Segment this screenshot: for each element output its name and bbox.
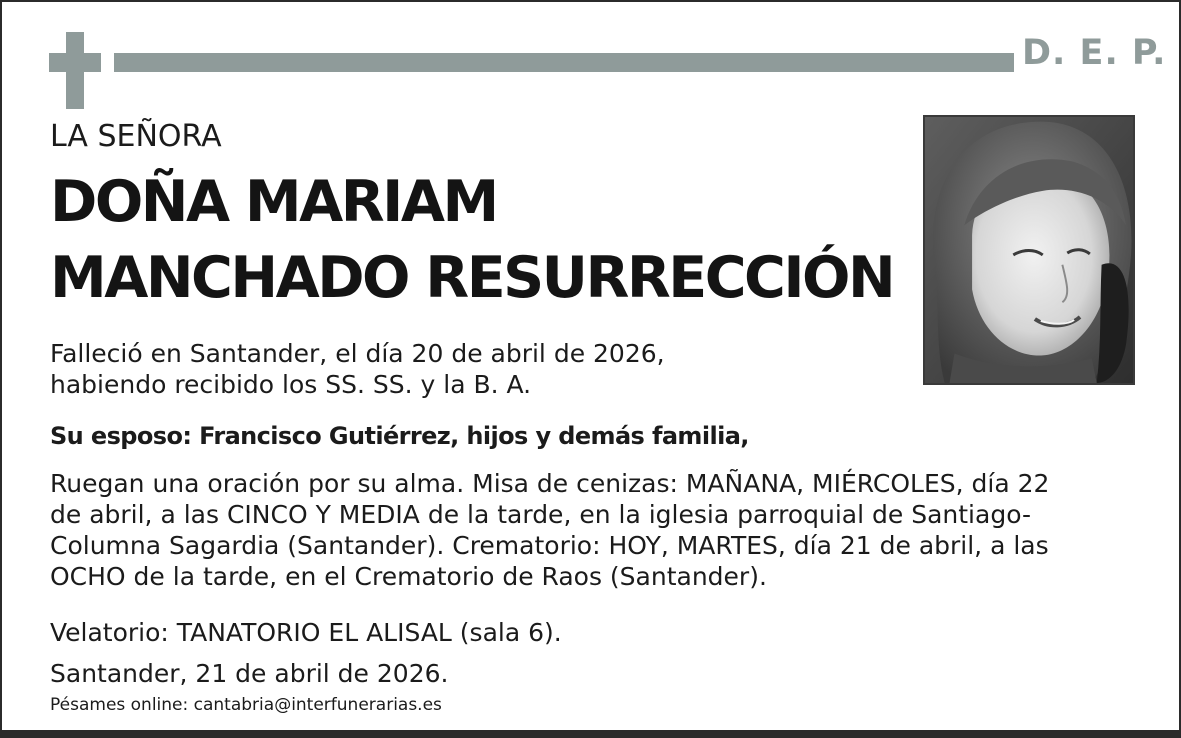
honorific: LA SEÑORA (50, 119, 222, 154)
header-rule (114, 53, 1014, 72)
rites-line-1: Ruegan una oración por su alma. Misa de cenizas: MAÑANA, MIÉRCOLES, día 22 (50, 469, 1050, 498)
death-line-2: habiendo recibido los SS. SS. y la B. A. (50, 370, 532, 399)
rites-paragraph (50, 468, 1049, 592)
wake-info: Velatorio: TANATORIO EL ALISAL (sala 6). (50, 618, 562, 647)
cross-icon-arm (49, 53, 101, 72)
condolences-contact: Pésames online: cantabria@interfunerarias.es (50, 695, 442, 715)
bottom-rule (2, 730, 1179, 738)
place-date: Santander, 21 de abril de 2026. (50, 659, 449, 688)
death-announcement (50, 338, 665, 400)
portrait-photo (923, 115, 1135, 385)
rites-line-4: OCHO de la tarde, en el Crematorio de Raos (Santander). (50, 562, 767, 591)
deceased-name-line-1: DOÑA MARIAM (50, 169, 497, 235)
family-line: Su esposo: Francisco Gutiérrez, hijos y demás familia, (50, 422, 749, 450)
dep-heading: D. E. P. (1022, 33, 1167, 73)
rites-line-2: de abril, a las CINCO Y MEDIA de la tarde, en la iglesia parroquial de Santiago- (50, 500, 1031, 529)
rites-line-3: Columna Sagardia (Santander). Crematorio: HOY, MARTES, día 21 de abril, a las (50, 531, 1049, 560)
deceased-name-line-2: MANCHADO RESURRECCIÓN (50, 245, 894, 311)
death-line-1: Falleció en Santander, el día 20 de abril de 2026, (50, 339, 665, 368)
